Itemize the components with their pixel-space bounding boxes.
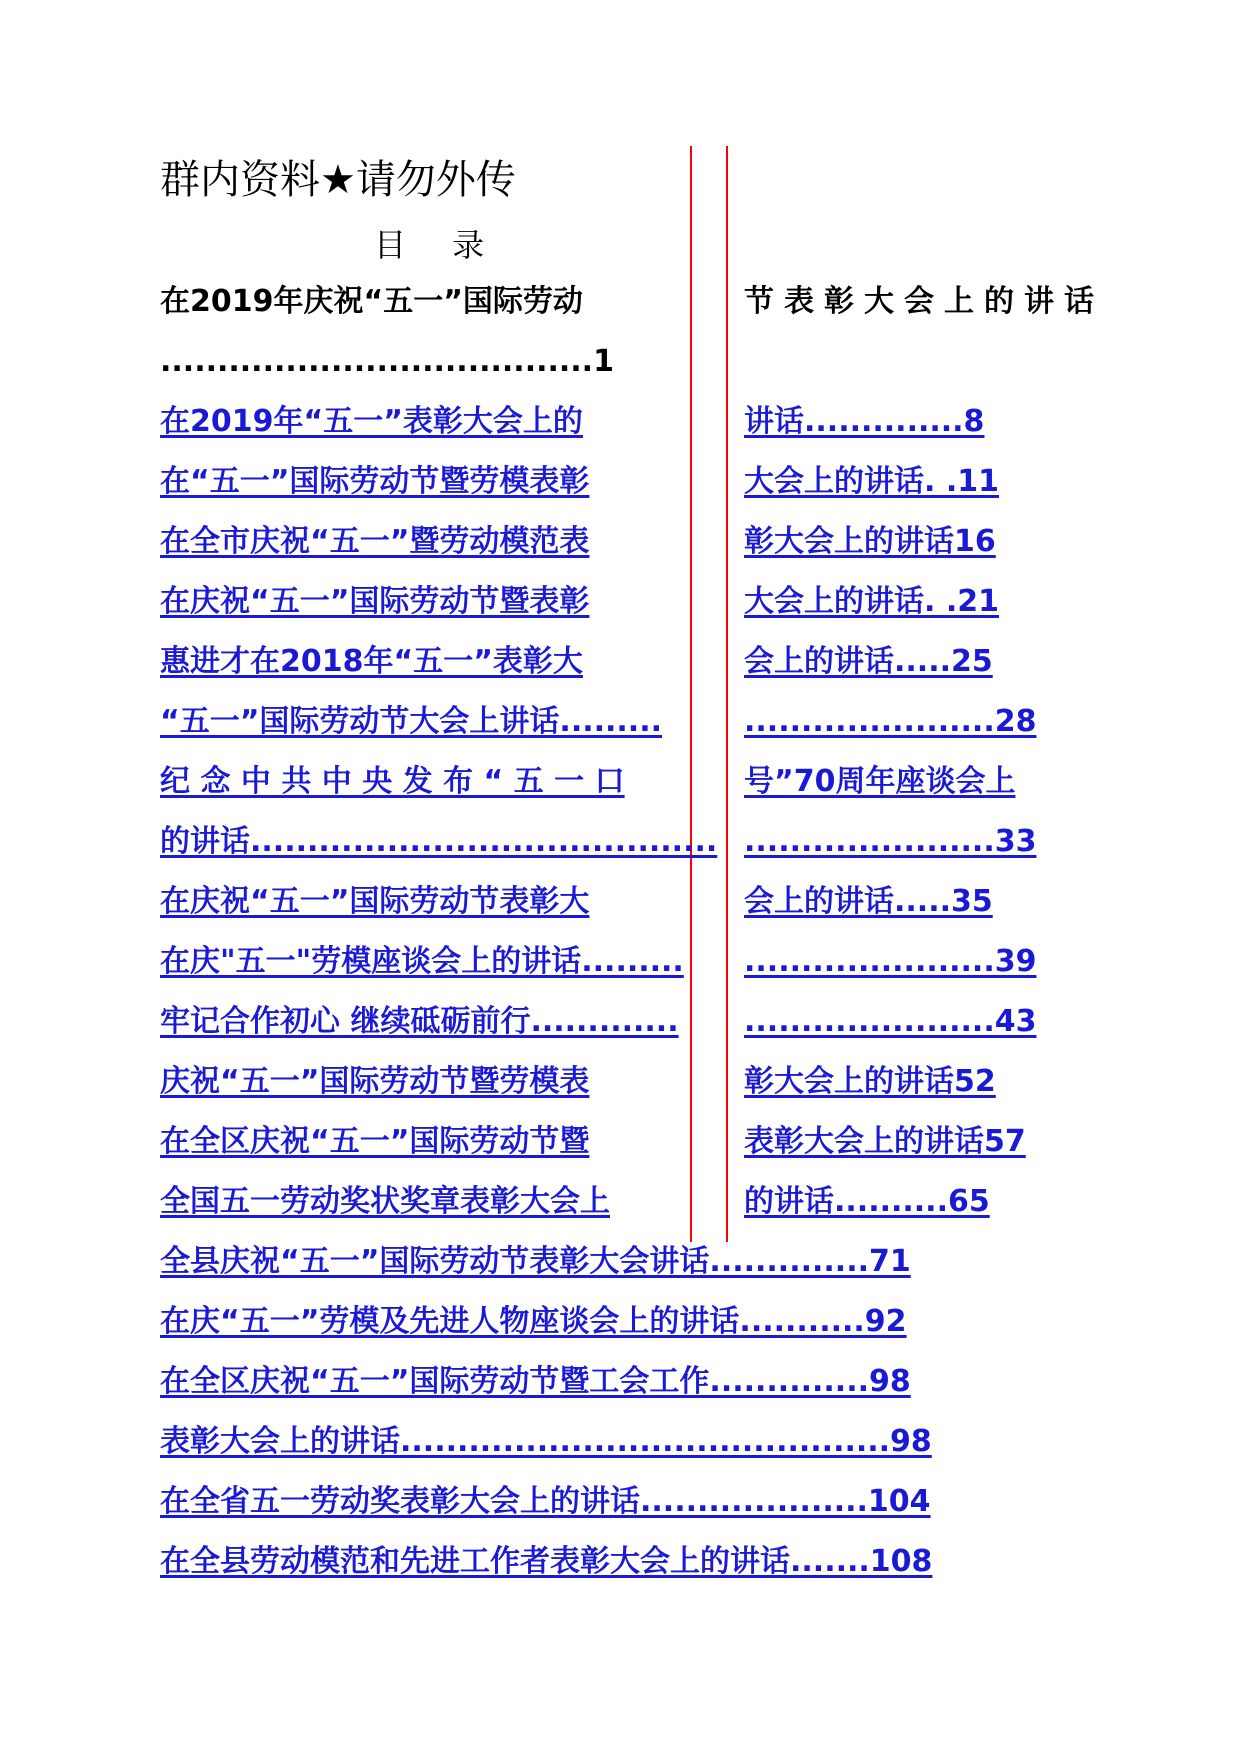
toc-entry-link-left[interactable]: 庆祝“五一”国际劳动节暨劳模表 <box>160 1064 590 1099</box>
confidential-header: 群内资料★请勿外传 <box>160 157 516 203</box>
toc-entry-link-right[interactable]: 的讲话..........65 <box>744 1184 990 1219</box>
toc-entry-link-right[interactable]: 会上的讲话.....35 <box>744 884 993 919</box>
toc-row <box>0 572 1240 632</box>
toc-entry-link[interactable]: 在全省五一劳动奖表彰大会上的讲话....................104 <box>160 1484 931 1519</box>
toc-row <box>0 452 1240 512</box>
toc-entry-link[interactable]: 在全区庆祝“五一”国际劳动节暨工会工作..............98 <box>160 1364 911 1399</box>
toc-entry-link-left[interactable]: 在“五一”国际劳动节暨劳模表彰 <box>160 464 590 499</box>
toc-row <box>0 332 1240 392</box>
toc-entry-link-left[interactable]: 在庆祝“五一”国际劳动节表彰大 <box>160 884 590 919</box>
toc-entry-link-right[interactable]: ......................43 <box>744 1004 1037 1039</box>
toc-row <box>0 632 1240 692</box>
toc-entry-link-left[interactable]: “五一”国际劳动节大会上讲话......... <box>160 704 663 739</box>
toc-row <box>0 812 1240 872</box>
toc-title: 目 录 <box>374 226 503 264</box>
toc-entry-link-left[interactable]: 在庆祝“五一”国际劳动节暨表彰 <box>160 584 590 619</box>
toc-entry-link[interactable]: 在全县劳动模范和先进工作者表彰大会上的讲话.......108 <box>160 1544 933 1579</box>
toc-entry-link-right[interactable]: 大会上的讲话. .11 <box>744 464 999 499</box>
toc-entry-link-left[interactable]: 在2019年“五一”表彰大会上的 <box>160 404 583 439</box>
toc-row <box>0 692 1240 752</box>
toc-row <box>0 1052 1240 1112</box>
toc-entry-link-right[interactable]: 号”70周年座谈会上 <box>744 764 1016 799</box>
toc-entry-link-left[interactable]: 全国五一劳动奖状奖章表彰大会上 <box>160 1184 610 1219</box>
toc-entry-link-left[interactable]: 在全区庆祝“五一”国际劳动节暨 <box>160 1124 590 1159</box>
toc-row <box>0 1112 1240 1172</box>
toc-row <box>0 1292 1240 1352</box>
toc-entry-link-right[interactable]: 彰大会上的讲话16 <box>744 524 996 559</box>
toc-entry-link-right: 节表彰大会上的讲话 <box>744 284 1104 319</box>
toc-entry-link-left[interactable]: 在全市庆祝“五一”暨劳动模范表 <box>160 524 590 559</box>
toc-entry-link-left[interactable]: 惠进才在2018年“五一”表彰大 <box>160 644 583 679</box>
toc-row <box>0 1472 1240 1532</box>
toc-entry-link-right[interactable]: 会上的讲话.....25 <box>744 644 993 679</box>
toc-entry-link-right[interactable]: ......................28 <box>744 704 1037 739</box>
toc-row <box>0 992 1240 1052</box>
toc-row <box>0 1532 1240 1592</box>
toc-entry-link-right[interactable]: 大会上的讲话. .21 <box>744 584 999 619</box>
toc-row <box>0 1172 1240 1232</box>
toc-row <box>0 752 1240 812</box>
toc-entry-link-left: ......................................1 <box>160 344 614 379</box>
toc-entry-link[interactable]: 全县庆祝“五一”国际劳动节表彰大会讲话..............71 <box>160 1244 911 1279</box>
toc-row <box>0 1352 1240 1412</box>
toc-entry-link-left[interactable]: 的讲话......................................... <box>160 824 718 859</box>
toc-entry-link-right[interactable]: ......................33 <box>744 824 1037 859</box>
table-of-contents <box>0 272 1240 1592</box>
toc-entry-link-right[interactable]: 表彰大会上的讲话57 <box>744 1124 1026 1159</box>
toc-row <box>0 1412 1240 1472</box>
toc-entry-link-right[interactable]: 讲话..............8 <box>744 404 985 439</box>
toc-entry-link-left: 在2019年庆祝“五一”国际劳动 <box>160 284 583 319</box>
toc-entry-link-left[interactable]: 纪 念 中 共 中 央 发 布 “ 五 一 口 <box>160 764 625 799</box>
toc-row <box>0 1232 1240 1292</box>
toc-row <box>0 872 1240 932</box>
toc-row <box>0 392 1240 452</box>
toc-row <box>0 932 1240 992</box>
toc-entry-link-right[interactable]: 彰大会上的讲话52 <box>744 1064 996 1099</box>
toc-row <box>0 512 1240 572</box>
toc-entry-link[interactable]: 表彰大会上的讲话...........................................98 <box>160 1424 932 1459</box>
toc-entry-link-right[interactable]: ......................39 <box>744 944 1037 979</box>
toc-row <box>0 272 1240 332</box>
toc-entry-link[interactable]: 在庆“五一”劳模及先进人物座谈会上的讲话...........92 <box>160 1304 907 1339</box>
toc-entry-link-left[interactable]: 在庆"五一"劳模座谈会上的讲话......... <box>160 944 684 979</box>
toc-entry-link-left[interactable]: 牢记合作初心 继续砥砺前行............. <box>160 1004 679 1039</box>
